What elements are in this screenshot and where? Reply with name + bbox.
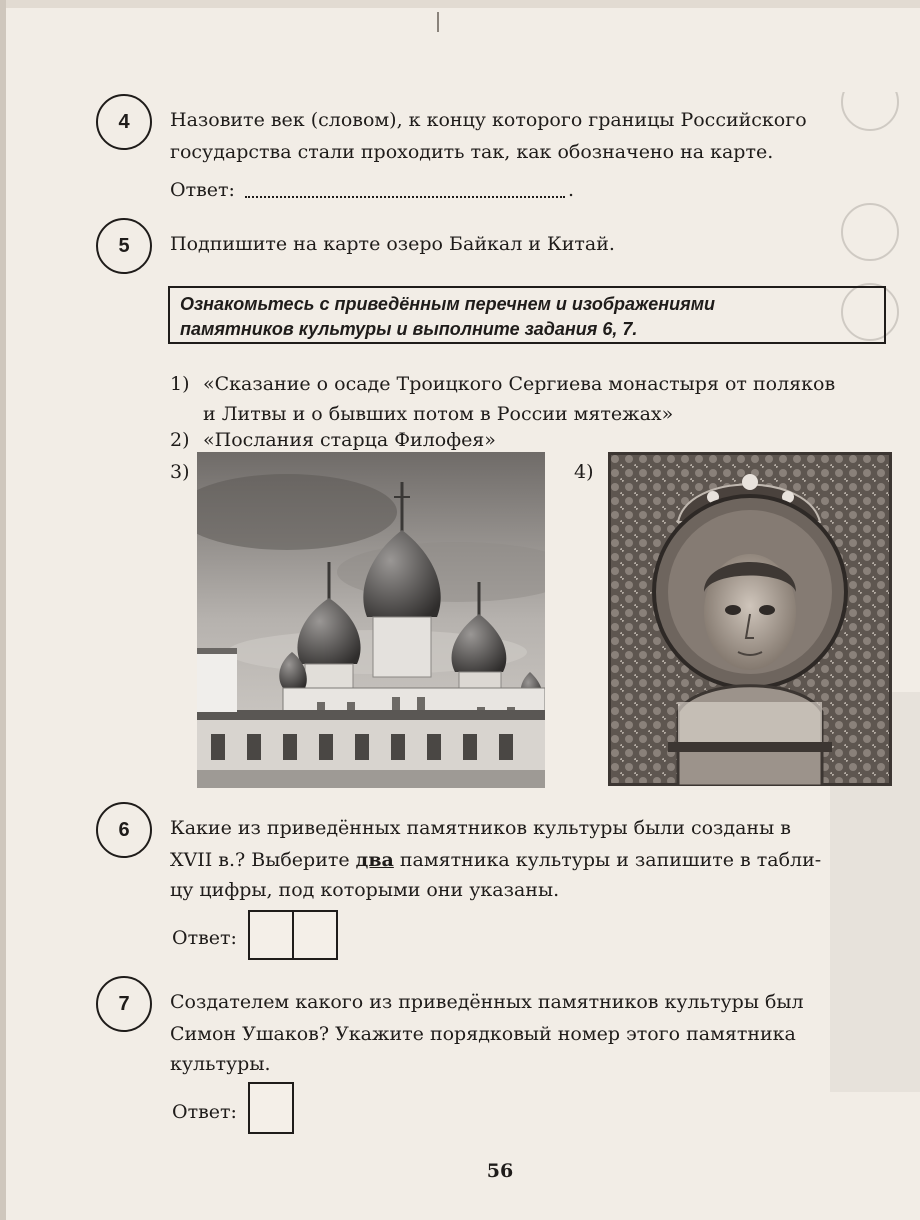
task-4-answer-label: Ответ: <box>170 179 235 201</box>
task-4-line-1: Назовите век (словом), к концу которого границы Российского <box>170 109 807 131</box>
task-4-answer-period: . <box>568 179 575 201</box>
task-4-answer-line[interactable] <box>245 196 565 198</box>
monument-1-line-2: и Литвы и о бывших потом в России мятежах» <box>203 403 674 425</box>
task-6-answer-cell-2[interactable] <box>292 910 338 960</box>
task-number-7: 7 <box>96 976 152 1032</box>
task-6-line-3: цу цифры, под которыми они указаны. <box>170 879 560 901</box>
monument-2-number: 2) <box>170 429 190 451</box>
task-7-line-3: культуры. <box>170 1053 271 1075</box>
task-6-answer-label: Ответ: <box>172 927 237 949</box>
task-7-line-2: Симон Ушаков? Укажите порядковый номер этого памятника <box>170 1023 796 1045</box>
task-6-line-1: Какие из приведённых памятников культуры были созданы в <box>170 817 791 839</box>
monument-3-number: 3) <box>170 461 190 483</box>
task-6-line-2 <box>170 844 892 876</box>
page-mark <box>437 12 439 32</box>
task-7-answer-label: Ответ: <box>172 1101 237 1123</box>
cathedral-photo <box>197 452 545 788</box>
task-5-text: Подпишите на карте озеро Байкал и Китай. <box>170 233 615 255</box>
monument-1-number: 1) <box>170 373 190 395</box>
page-top-edge <box>0 0 920 8</box>
task-7-line-1: Создателем какого из приведённых памятников культуры был <box>170 991 804 1013</box>
page-left-edge <box>0 0 6 1220</box>
instruction-line-1: Ознакомьтесь с приведённым перечнем и изображениями <box>180 294 716 314</box>
task-7-answer-cell[interactable] <box>248 1082 294 1134</box>
icon-image <box>608 452 892 786</box>
instruction-box <box>168 286 886 344</box>
monument-1-line-1: «Сказание о осаде Троицкого Сергиева монастыря от поляков <box>203 373 836 395</box>
task-number-6: 6 <box>96 802 152 858</box>
monument-2-text: «Послания старца Филофея» <box>203 429 496 451</box>
page-number: 56 <box>486 1160 514 1182</box>
task-6-line-2-a: XVII в.? Выберите <box>170 849 356 871</box>
task-4-line-2: государства стали проходить так, как обозначено на карте. <box>170 141 774 163</box>
instruction-line-2: памятников культуры и выполните задания 6, 7. <box>180 319 638 339</box>
task-number-5: 5 <box>96 218 152 274</box>
task-6-emphasis: два <box>355 849 394 871</box>
monument-4-number: 4) <box>574 461 594 483</box>
task-6-answer-cell-1[interactable] <box>248 910 294 960</box>
task-6-line-2-c: памятника культуры и запишите в табли- <box>393 849 822 871</box>
task-number-4: 4 <box>96 94 152 150</box>
